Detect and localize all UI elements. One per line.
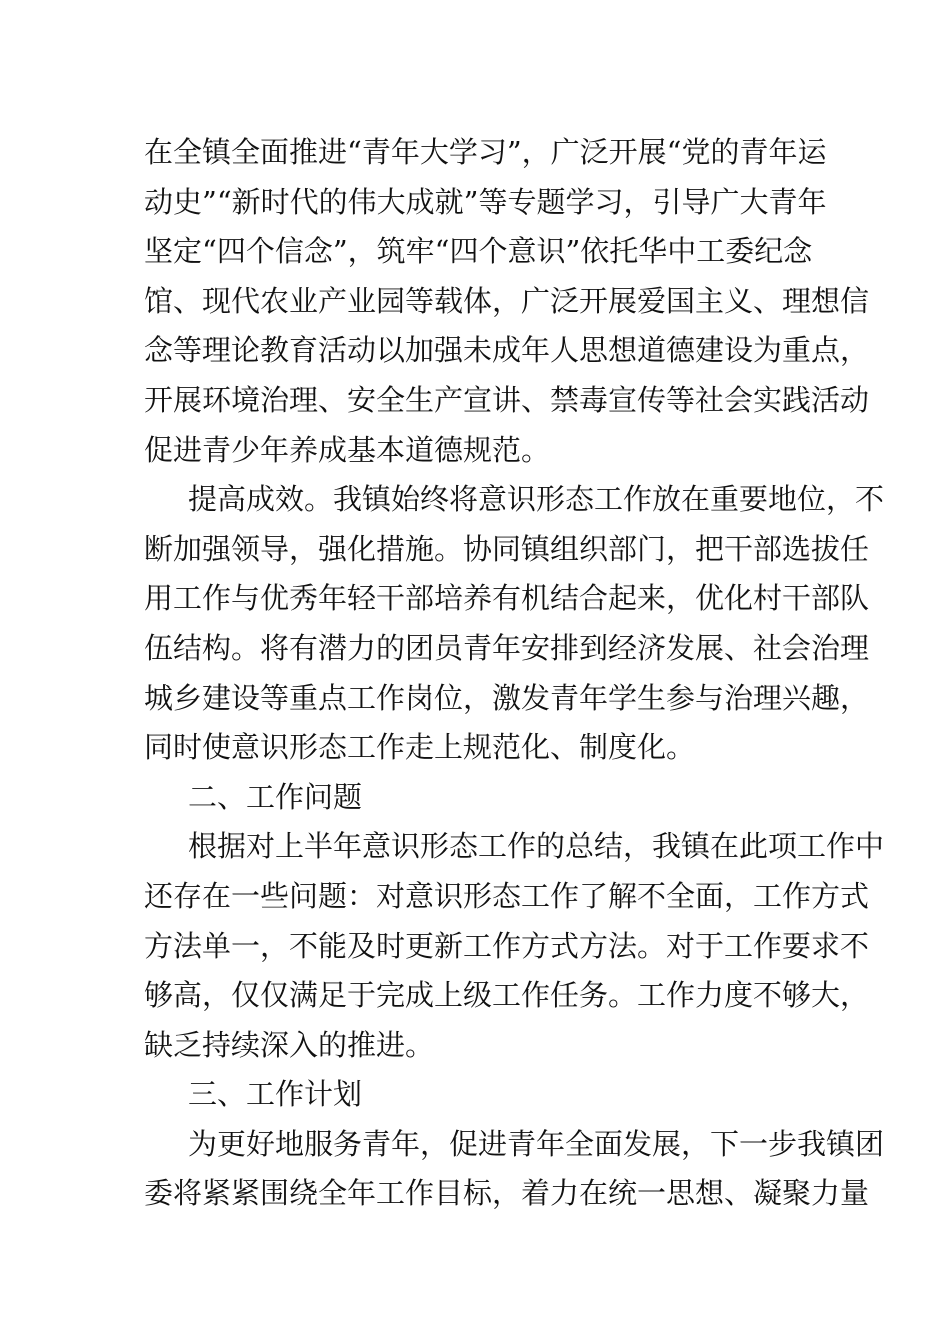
text-line: 为更好地服务青年，促进青年全面发展，下一步我镇团	[188, 1126, 885, 1161]
paragraph-1	[144, 128, 870, 475]
text-line: 开展环境治理、安全生产宣讲、禁毒宣传等社会实践活动	[144, 382, 870, 417]
paragraph-4	[144, 1120, 885, 1219]
document-page	[144, 128, 885, 1219]
text-line: 促进青少年养成基本道德规范。	[144, 432, 551, 467]
text-line: 委将紧紧围绕全年工作目标，着力在统一思想、凝聚力量	[144, 1176, 870, 1211]
text-line: 还存在一些问题：对意识形态工作了解不全面，工作方式	[144, 878, 870, 913]
text-line: 够高，仅仅满足于完成上级工作任务。工作力度不够大，	[144, 978, 870, 1013]
text-line: 动史”“新时代的伟大成就”等专题学习，引导广大青年	[144, 184, 827, 219]
text-line: 用工作与优秀年轻干部培养有机结合起来，优化村干部队	[144, 581, 870, 616]
text-line: 在全镇全面推进“青年大学习”，广泛开展“党的青年运	[144, 135, 827, 169]
paragraph-3	[144, 822, 885, 1070]
section-heading-problems: 二、工作问题	[188, 779, 363, 814]
text-line: 方法单一，不能及时更新工作方式方法。对于工作要求不	[144, 928, 870, 963]
text-line: 缺乏持续深入的推进。	[144, 1027, 435, 1062]
text-line: 城乡建设等重点工作岗位，激发青年学生参与治理兴趣，	[144, 680, 870, 715]
paragraph-2	[144, 475, 885, 773]
section-heading-plan: 三、工作计划	[188, 1077, 363, 1112]
text-line: 同时使意识形态工作走上规范化、制度化。	[144, 730, 696, 765]
text-line: 根据对上半年意识形态工作的总结，我镇在此项工作中	[188, 829, 885, 864]
text-line: 提高成效。我镇始终将意识形态工作放在重要地位，不	[188, 482, 885, 517]
text-line: 馆、现代农业产业园等载体，广泛开展爱国主义、理想信	[144, 283, 870, 318]
text-line: 坚定“四个信念”，筑牢“四个意识”依托华中工委纪念	[144, 234, 813, 269]
text-line: 念等理论教育活动以加强未成年人思想道德建设为重点，	[144, 333, 870, 368]
text-line: 断加强领导，强化措施。协同镇组织部门，把干部选拔任	[144, 531, 870, 566]
text-line: 伍结构。将有潜力的团员青年安排到经济发展、社会治理	[144, 630, 870, 665]
